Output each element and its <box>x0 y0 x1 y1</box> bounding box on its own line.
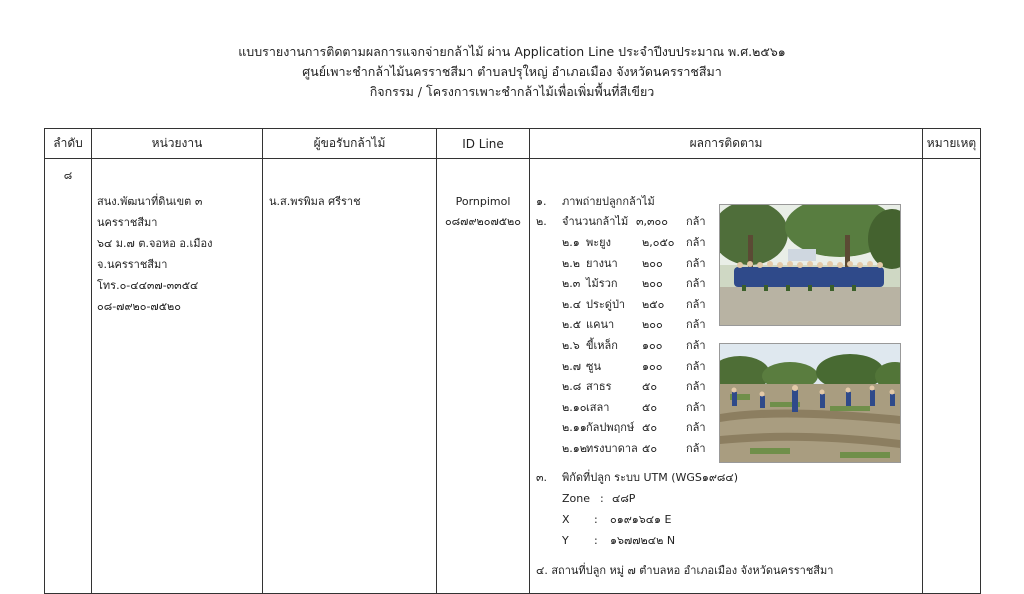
plant-unit: กล้า <box>686 297 706 311</box>
report-header <box>0 42 1024 102</box>
agency-line: นครราชสีมา <box>97 216 158 229</box>
line-id: Pornpimol <box>455 195 511 208</box>
x-sep: : <box>594 513 598 526</box>
plant-unit: กล้า <box>686 277 706 291</box>
col-header-agency: หน่วยงาน <box>92 129 263 159</box>
col-header-seq: ลำดับ <box>45 129 92 159</box>
zone-value: ๔๘P <box>612 492 636 505</box>
plant-name: กัลปพฤกษ์ <box>586 421 635 435</box>
item2-number: ๒. <box>536 215 547 228</box>
item1-number: ๑. <box>536 195 547 208</box>
table-header-row <box>45 129 981 159</box>
item3-number: ๓. <box>536 471 548 484</box>
plant-name: ขี้เหล็ก <box>586 339 618 352</box>
seq-number: ๘ <box>63 169 73 182</box>
col-header-id-line: ID Line <box>437 129 530 159</box>
x-label: X <box>562 513 570 526</box>
plant-unit: กล้า <box>686 400 706 414</box>
plant-qty: ๑๐๐ <box>642 339 663 352</box>
plant-number: ๒.๔ <box>562 297 582 311</box>
x-value: ๐๑๙๑๖๔๑ E <box>610 513 672 526</box>
plant-name: ซูน <box>586 359 601 373</box>
item1-text: ภาพถ่ายปลูกกล้าไม้ <box>562 195 655 208</box>
result-cell <box>530 159 923 594</box>
y-sep: : <box>594 534 598 547</box>
requester-cell <box>263 159 437 594</box>
plant-qty: ๕๐ <box>642 400 658 414</box>
col-header-result: ผลการติดตาม <box>530 129 923 159</box>
plant-name: แคนา <box>586 318 615 332</box>
planting-photo-field <box>719 343 901 463</box>
plant-number: ๒.๑ <box>562 236 580 249</box>
plant-number: ๒.๑๐ <box>562 400 587 414</box>
plant-qty: ๒๐๐ <box>642 277 663 291</box>
requester-name: น.ส.พรพิมล ศรีราช <box>269 195 361 208</box>
plant-number: ๒.๑๑ <box>562 421 587 435</box>
plant-unit: กล้า <box>686 359 706 373</box>
plant-unit: กล้า <box>686 421 706 435</box>
agency-line: โทร.๐-๔๔๓๗-๓๓๕๔ <box>97 279 199 292</box>
plant-qty: ๕๐ <box>642 421 658 435</box>
plant-name: ทรงบาดาล <box>586 442 638 455</box>
y-value: ๑๖๗๗๒๔๒ N <box>610 534 676 547</box>
agency-line: ๐๘-๗๙๒๐-๗๕๒๐ <box>97 300 181 313</box>
col-header-remark: หมายเหตุ <box>923 129 981 159</box>
report-title: แบบรายงานการติดตามผลการแจกจ่ายกล้าไม้ ผ่าน Application Line ประจำปีงบประมาณ พ.ศ.๒๕๖๑ <box>238 44 786 59</box>
plant-name: สาธร <box>586 380 612 394</box>
plant-unit: กล้า <box>686 236 706 249</box>
plant-number: ๒.๒ <box>562 256 580 270</box>
plant-number: ๒.๑๒ <box>562 442 587 455</box>
plant-unit: กล้า <box>686 318 706 332</box>
plant-qty: ๒๐๐ <box>642 318 663 332</box>
plant-number: ๒.๘ <box>562 380 582 394</box>
id-line-cell <box>437 159 530 594</box>
line-phone: ๐๘๗๙๒๐๗๕๒๐ <box>444 215 522 228</box>
report-subtitle-center: ศูนย์เพาะชำกล้าไม้นครราชสีมา ตำบลปรุใหญ่ อำเภอเมือง จังหวัดนครราชสีมา <box>302 64 722 79</box>
plant-unit: กล้า <box>686 339 706 352</box>
seq-cell <box>45 159 92 594</box>
plant-number: ๒.๕ <box>562 318 582 332</box>
plant-qty: ๕๐ <box>642 442 658 455</box>
plant-unit: กล้า <box>686 380 706 394</box>
item2-total: ๓,๓๐๐ <box>636 215 668 228</box>
plant-name: ประดู่ป่า <box>586 297 626 311</box>
plant-qty: ๒๐๐ <box>642 256 663 270</box>
plant-name: พะยูง <box>586 236 611 249</box>
plant-number: ๒.๓ <box>562 277 581 291</box>
agency-line: สนง.พัฒนาที่ดินเขต ๓ <box>97 195 203 208</box>
item3-text: พิกัดที่ปลูก ระบบ UTM (WGS๑๙๘๔) <box>562 471 739 484</box>
plant-name: ยางนา <box>586 256 618 270</box>
zone-label: Zone <box>562 492 591 505</box>
plant-qty: ๕๐ <box>642 380 658 394</box>
plant-name: ไม้รวก <box>586 277 618 291</box>
table-row <box>45 159 981 594</box>
plant-qty: ๑๐๐ <box>642 359 663 373</box>
agency-line: ๖๔ ม.๗ ต.จอหอ อ.เมือง <box>97 237 213 250</box>
zone-sep: : <box>600 492 604 505</box>
item2-text: จำนวนกล้าไม้ <box>562 215 629 228</box>
col-header-requester: ผู้ขอรับกล้าไม้ <box>263 129 437 159</box>
planting-photo-group <box>719 204 901 326</box>
plant-qty: ๒๕๐ <box>642 297 665 311</box>
report-subtitle-activity: กิจกรรม / โครงการเพาะชำกล้าไม้เพื่อเพิ่มพื้นที่สีเขียว <box>369 84 655 99</box>
plant-number: ๒.๖ <box>562 339 580 352</box>
item4-location: ๔. สถานที่ปลูก หมู่ ๗ ตำบลหอ อำเภอเมือง จังหวัดนครราชสีมา <box>536 564 834 577</box>
item2-unit: กล้า <box>686 215 706 228</box>
plant-unit: กล้า <box>686 442 706 455</box>
plant-qty: ๒,๐๕๐ <box>642 236 675 249</box>
plant-name: เสลา <box>586 400 610 414</box>
report-table <box>44 128 981 594</box>
remark-cell <box>923 159 981 594</box>
plant-number: ๒.๗ <box>562 359 582 373</box>
plant-unit: กล้า <box>686 256 706 270</box>
agency-line: จ.นครราชสีมา <box>97 258 168 271</box>
agency-cell <box>92 159 263 594</box>
y-label: Y <box>562 534 569 547</box>
